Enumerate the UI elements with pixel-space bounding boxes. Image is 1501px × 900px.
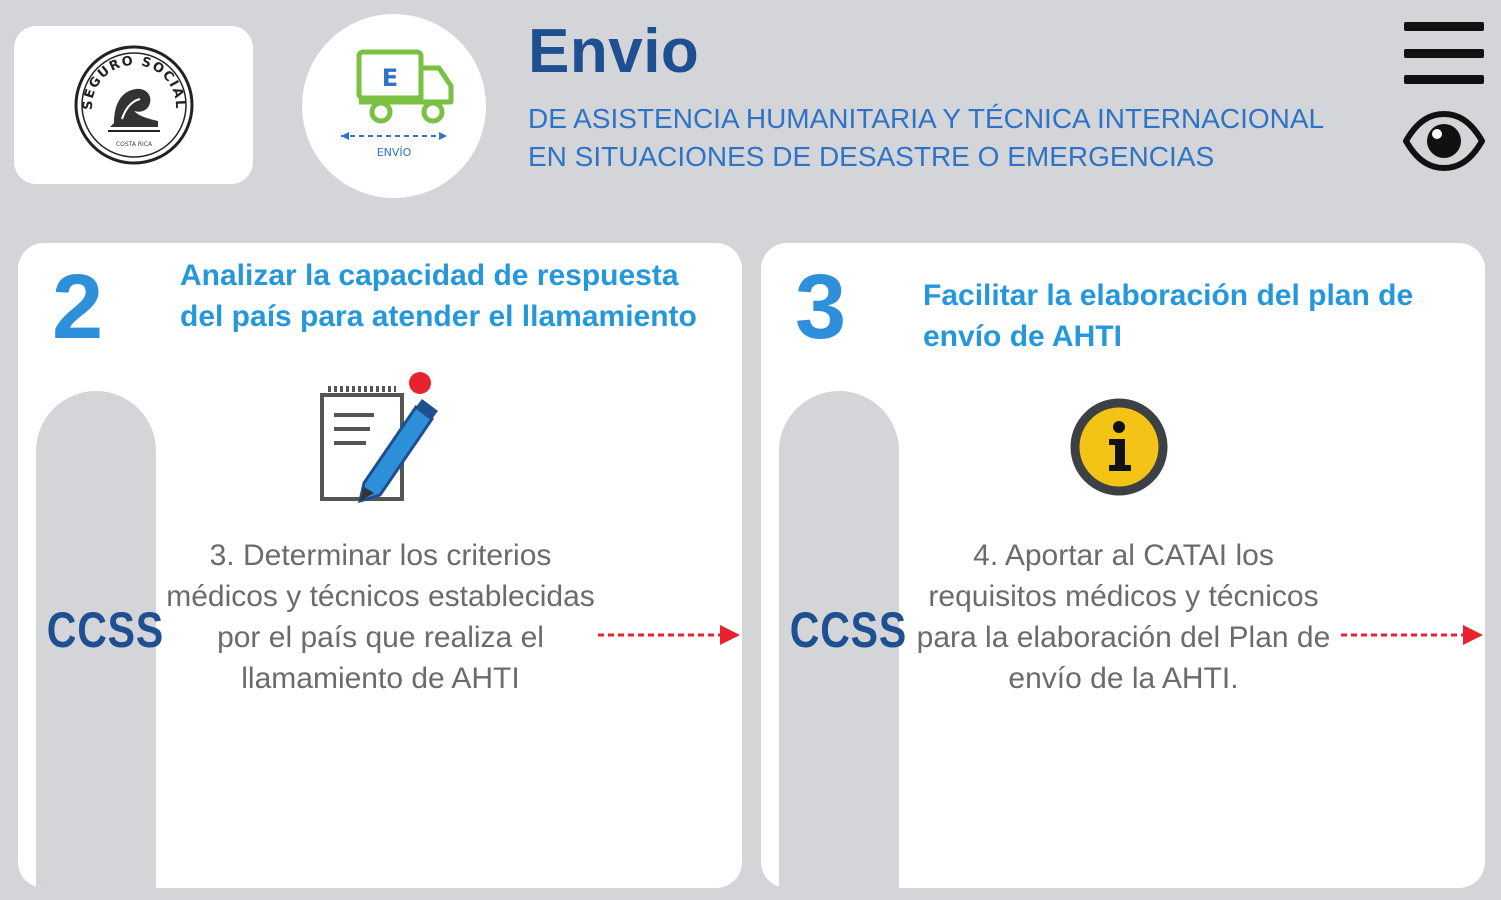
envio-truck-badge [302, 14, 486, 198]
subtitle-line-1: DE ASISTENCIA HUMANITARIA Y TÉCNICA INTERNACIONAL [528, 103, 1325, 134]
truck-letter: E [381, 64, 399, 92]
flow-arrow-icon [1339, 623, 1485, 647]
step-description: 4. Aportar al CATAI los requisitos médicos y técnicos para la elaboración del Plan de envío de la AHTI. [916, 539, 1331, 695]
step-number: 3 [795, 256, 847, 358]
page-subtitle [528, 100, 1408, 176]
delivery-truck-icon [319, 46, 469, 166]
menu-bar [1404, 75, 1484, 84]
step-title: Facilitar la elaboración del plan de envío de AHTI [923, 279, 1414, 353]
menu-bar [1404, 49, 1484, 58]
step-title: Analizar la capacidad de respuesta del país para atender el llamamiento [180, 259, 697, 333]
step-description: 3. Determinar los criterios médicos y técnicos establecidas por el país que realiza el llamamiento de AHTI [166, 539, 595, 695]
truck-caption: ENVÍO [376, 146, 412, 159]
actor-label: CCSS [46, 602, 164, 658]
logo-subtext: COSTA RICA [115, 141, 152, 148]
eye-icon[interactable] [1403, 110, 1485, 172]
subtitle-line-2: EN SITUACIONES DE DESASTRE O EMERGENCIAS [528, 141, 1215, 172]
flow-arrow-icon [596, 623, 742, 647]
step-card-3 [761, 243, 1485, 888]
page-title: Envio [528, 17, 700, 86]
step-card-2 [18, 243, 742, 888]
actor-label: CCSS [789, 602, 907, 658]
logo-text: SEGURO SOCIAL [80, 53, 187, 111]
menu-bar [1404, 22, 1484, 31]
seguro-social-logo [14, 26, 253, 184]
notepad-pencil-icon [314, 371, 442, 507]
seguro-social-seal-icon [70, 41, 198, 169]
info-icon [1069, 397, 1169, 497]
hamburger-menu-icon[interactable] [1404, 22, 1484, 84]
step-number: 2 [52, 256, 104, 358]
